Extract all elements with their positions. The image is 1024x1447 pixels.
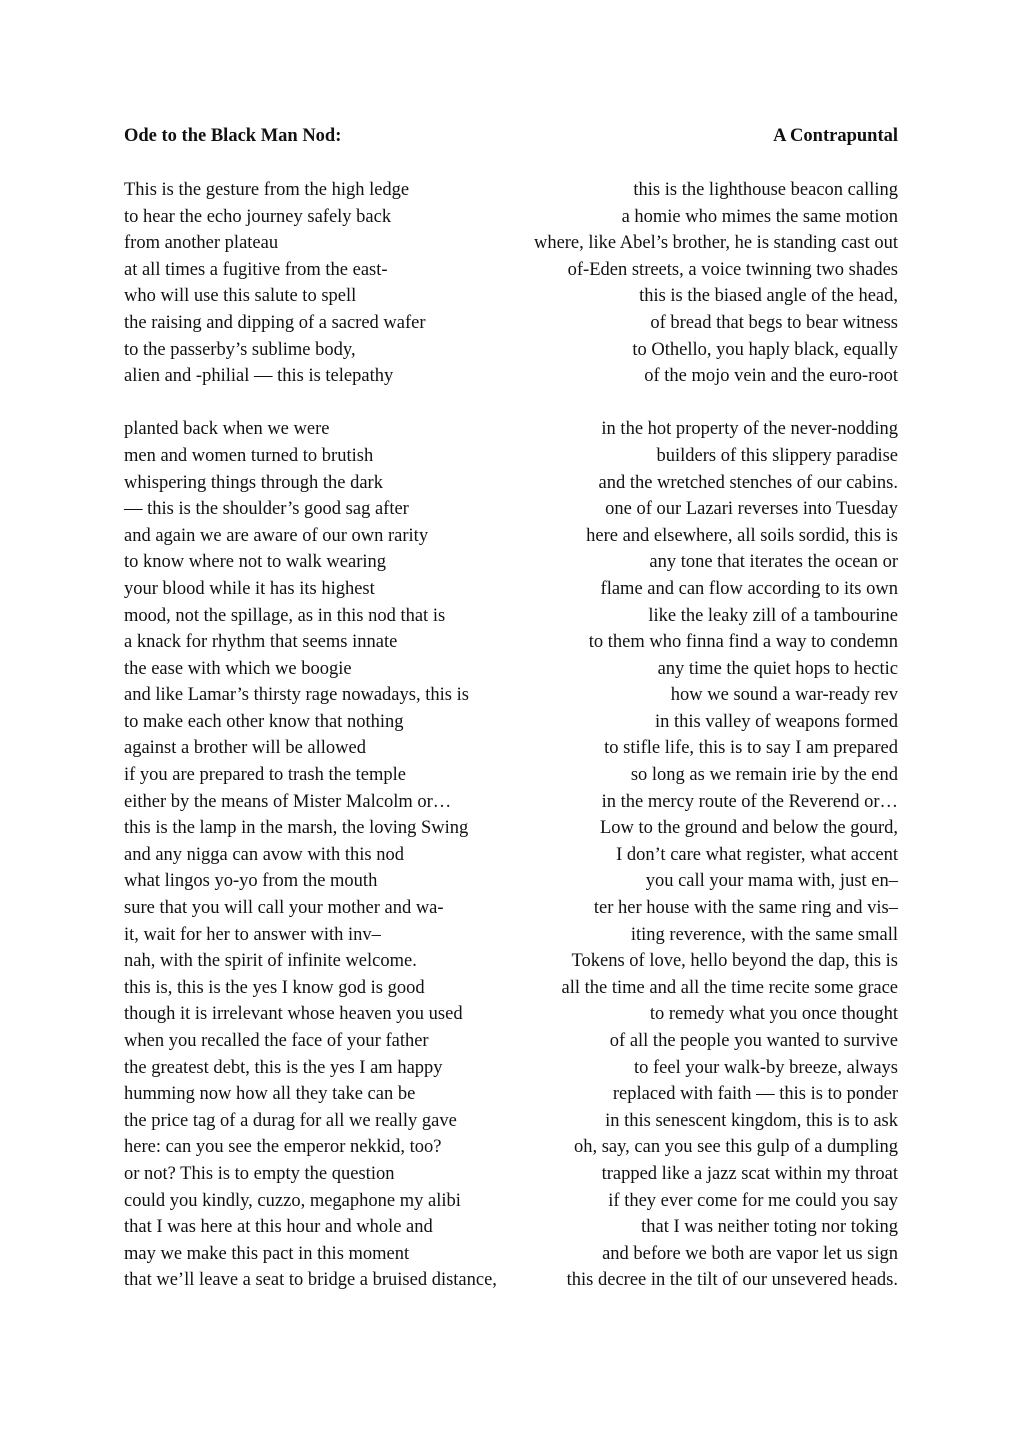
left-poem-line: from another plateau bbox=[124, 233, 279, 254]
left-poem-line: the price tag of a durag for all we really gave bbox=[124, 1110, 457, 1131]
right-poem-line: in this senescent kingdom, this is to ask bbox=[605, 1110, 898, 1131]
left-poem-line: alien and -philial — this is telepathy bbox=[124, 366, 394, 387]
right-poem-line: all the time and all the time recite some grace bbox=[561, 977, 898, 998]
right-poem-line: in this valley of weapons formed bbox=[654, 711, 898, 732]
left-poem-line: here: can you see the emperor nekkid, too? bbox=[124, 1137, 442, 1158]
right-poem-line: how we sound a war-ready rev bbox=[670, 685, 898, 706]
right-poem-line: of-Eden streets, a voice twinning two shades bbox=[567, 259, 898, 280]
right-poem-line: of all the people you wanted to survive bbox=[609, 1031, 898, 1051]
right-poem-line: here and elsewhere, all soils sordid, this is bbox=[586, 525, 898, 546]
left-poem-line: may we make this pact in this moment bbox=[124, 1243, 410, 1264]
right-poem-line: and the wretched stenches of our cabins. bbox=[598, 472, 898, 493]
right-column bbox=[478, 177, 898, 1294]
left-poem-line: or not? This is to empty the question bbox=[124, 1163, 395, 1184]
right-poem-line: that I was neither toting nor toking bbox=[641, 1217, 898, 1238]
left-poem-line: and any nigga can avow with this nod bbox=[124, 844, 405, 865]
left-poem-line: planted back when we were bbox=[124, 419, 330, 440]
right-poem-line: iting reverence, with the same small bbox=[630, 924, 898, 945]
right-poem-line: replaced with faith — this is to ponder bbox=[612, 1084, 898, 1105]
left-poem-line: whispering things through the dark bbox=[124, 472, 383, 493]
right-poem-line: and before we both are vapor let us sign bbox=[602, 1243, 898, 1264]
left-poem-line: men and women turned to brutish bbox=[124, 445, 374, 466]
left-poem-line: if you are prepared to trash the temple bbox=[124, 765, 407, 786]
right-poem-line: in the mercy route of the Reverend or… bbox=[601, 791, 898, 812]
right-poem-line: to stifle life, this is to say I am prepared bbox=[604, 738, 898, 759]
poem-title-left: Ode to the Black Man Nod: bbox=[124, 126, 342, 146]
left-poem-line: sure that you will call your mother and wa- bbox=[124, 898, 444, 919]
left-poem-line: to the passerby’s sublime body, bbox=[124, 339, 356, 360]
left-poem-line: to hear the echo journey safely back bbox=[124, 206, 392, 227]
left-poem-line: humming now how all they take can be bbox=[124, 1084, 416, 1105]
right-poem-line: this is the biased angle of the head, bbox=[639, 286, 898, 307]
right-poem-line: builders of this slippery paradise bbox=[656, 445, 898, 466]
left-poem-line: — this is the shoulder’s good sag after bbox=[124, 499, 409, 520]
left-poem-line: a knack for rhythm that seems innate bbox=[124, 632, 398, 653]
left-poem-line: to make each other know that nothing bbox=[124, 711, 404, 732]
right-poem-line: of bread that begs to bear witness bbox=[650, 312, 898, 333]
right-poem-line: Tokens of love, hello beyond the dap, this is bbox=[571, 951, 898, 972]
right-poem-line: to Othello, you haply black, equally bbox=[632, 339, 898, 360]
left-poem-line: to know where not to walk wearing bbox=[124, 552, 387, 573]
right-poem-line: in the hot property of the never-nodding bbox=[601, 419, 898, 440]
left-poem-line: your blood while it has its highest bbox=[124, 578, 375, 599]
left-poem-line: against a brother will be allowed bbox=[124, 738, 366, 759]
right-poem-line: of the mojo vein and the euro-root bbox=[644, 366, 898, 387]
right-poem-line: a homie who mimes the same motion bbox=[621, 206, 898, 227]
right-poem-line: to remedy what you once thought bbox=[649, 1004, 898, 1025]
left-poem-line: the ease with which we boogie bbox=[124, 658, 352, 679]
right-poem-line: trapped like a jazz scat within my throat bbox=[601, 1163, 898, 1184]
right-poem-line: flame and can flow according to its own bbox=[600, 578, 898, 599]
poem-title-right: A Contrapuntal bbox=[773, 126, 898, 146]
right-poem-line: one of our Lazari reverses into Tuesday bbox=[605, 499, 898, 520]
left-poem-line: and again we are aware of our own rarity bbox=[124, 525, 429, 546]
right-poem-line: to them who finna find a way to condemn bbox=[588, 632, 898, 653]
right-poem-line: any time the quiet hops to hectic bbox=[657, 658, 898, 679]
right-stanza bbox=[478, 416, 898, 1294]
left-poem-line: though it is irrelevant whose heaven you used bbox=[124, 1004, 463, 1025]
left-poem-line: when you recalled the face of your father bbox=[124, 1031, 429, 1051]
right-poem-line: if they ever come for me could you say bbox=[608, 1190, 898, 1211]
left-poem-line: it, wait for her to answer with inv– bbox=[124, 924, 381, 945]
left-poem-line: that I was here at this hour and whole and bbox=[124, 1217, 433, 1238]
left-poem-line: that we’ll leave a seat to bridge a bruised distance, bbox=[124, 1270, 497, 1291]
left-poem-line: this is, this is the yes I know god is good bbox=[124, 977, 425, 998]
left-poem-line: either by the means of Mister Malcolm or… bbox=[124, 791, 452, 812]
right-poem-line: I don’t care what register, what accent bbox=[616, 844, 898, 865]
left-poem-line: who will use this salute to spell bbox=[124, 286, 357, 307]
right-stanza bbox=[478, 177, 898, 390]
right-poem-line: so long as we remain irie by the end bbox=[630, 765, 898, 786]
left-poem-line: the greatest debt, this is the yes I am happy bbox=[124, 1057, 443, 1078]
left-poem-line: This is the gesture from the high ledge bbox=[124, 180, 410, 200]
right-poem-line: any tone that iterates the ocean or bbox=[649, 552, 898, 573]
right-poem-line: you call your mama with, just en– bbox=[645, 871, 898, 892]
right-poem-line: ter her house with the same ring and vis– bbox=[593, 898, 898, 919]
left-poem-line: nah, with the spirit of infinite welcome. bbox=[124, 951, 417, 972]
right-poem-line: this is the lighthouse beacon calling bbox=[633, 180, 898, 200]
right-poem-line: this decree in the tilt of our unsevered heads. bbox=[566, 1270, 898, 1291]
left-poem-line: at all times a fugitive from the east- bbox=[124, 259, 388, 280]
left-poem-line: mood, not the spillage, as in this nod that is bbox=[124, 605, 446, 626]
left-poem-line: could you kindly, cuzzo, megaphone my alibi bbox=[124, 1190, 461, 1211]
left-poem-line: and like Lamar’s thirsty rage nowadays, this is bbox=[124, 685, 469, 706]
left-poem-line: the raising and dipping of a sacred wafer bbox=[124, 312, 426, 333]
right-poem-line: like the leaky zill of a tambourine bbox=[648, 605, 898, 626]
right-poem-line: to feel your walk-by breeze, always bbox=[633, 1057, 898, 1078]
left-poem-line: this is the lamp in the marsh, the loving Swing bbox=[124, 818, 469, 839]
left-poem-line: what lingos yo-yo from the mouth bbox=[124, 871, 378, 892]
right-poem-line: oh, say, can you see this gulp of a dumpling bbox=[573, 1137, 898, 1158]
right-poem-line: Low to the ground and below the gourd, bbox=[600, 818, 898, 839]
right-poem-line: where, like Abel’s brother, he is standing cast out bbox=[533, 233, 898, 254]
